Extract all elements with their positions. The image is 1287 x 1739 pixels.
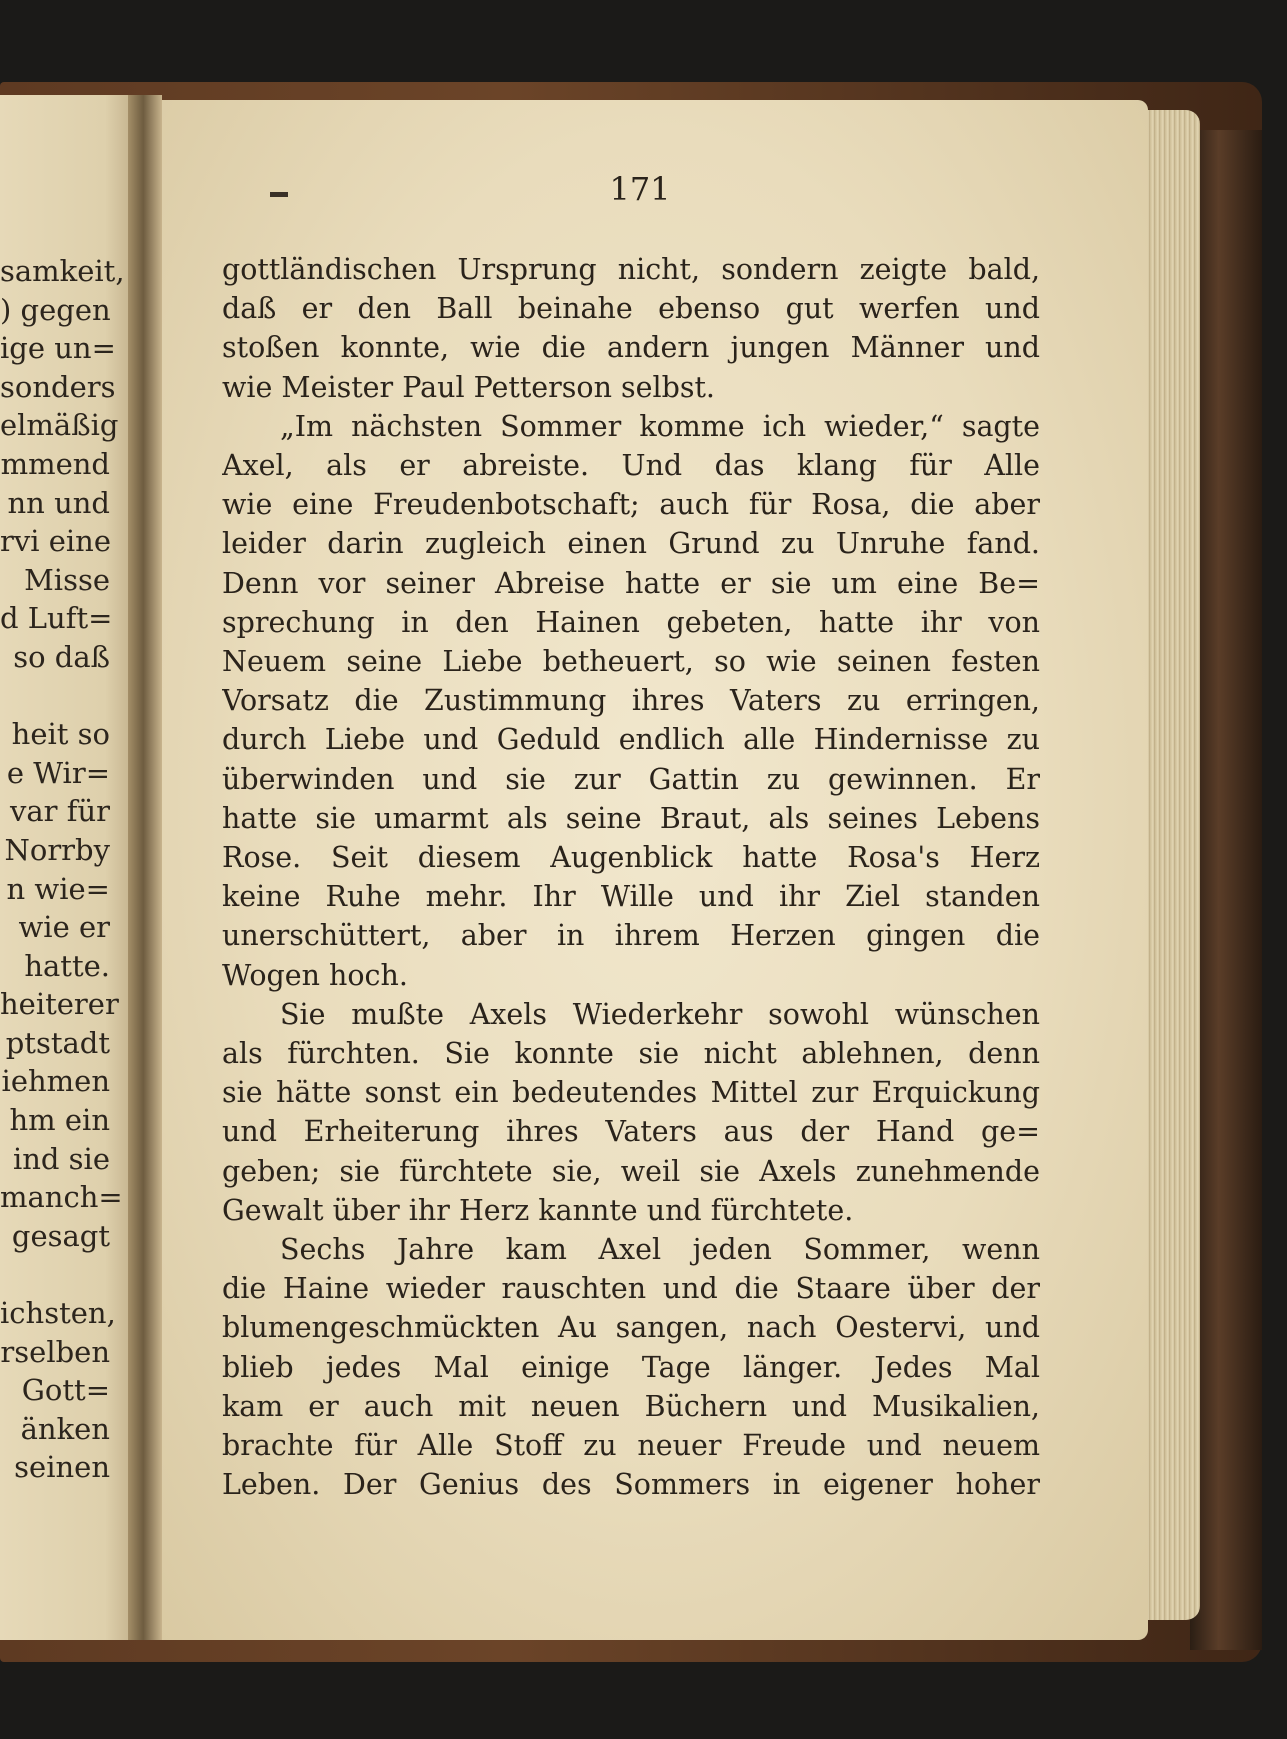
text-line: und Erheiterung ihres Vaters aus der Hand ge= — [222, 1115, 1040, 1149]
text-line: sprechung in den Hainen gebeten, hatte ihr von — [222, 605, 1040, 639]
left-text-fragment: Gott= — [21, 1373, 110, 1408]
left-text-fragment: iehmen — [1, 1064, 110, 1099]
text-line: sie hätte sonst ein bedeutendes Mittel zur Erquickung — [222, 1076, 1040, 1110]
page-header — [270, 170, 1120, 220]
left-text-fragment: änken — [20, 1411, 110, 1446]
left-text-fragment: rselben — [0, 1334, 110, 1369]
text-line: kam er auch mit neuen Büchern und Musikalien, — [222, 1389, 1040, 1423]
left-text-fragment: rvi eine — [0, 524, 112, 559]
left-text-fragment: seinen — [14, 1450, 110, 1485]
text-line: geben; sie fürchtete sie, weil sie Axels zunehmende — [222, 1154, 1040, 1188]
text-line: Denn vor seiner Abreise hatte er sie um eine Be= — [222, 566, 1040, 600]
left-text-fragment: mmend — [0, 446, 110, 481]
left-text-fragment: ind sie — [12, 1141, 110, 1176]
left-text-fragment: ichsten, — [0, 1296, 116, 1331]
book-gutter — [128, 95, 162, 1640]
left-text-fragment: var für — [9, 794, 110, 829]
text-line: unerschüttert, aber in ihrem Herzen gingen die — [222, 919, 1040, 953]
text-line: brachte für Alle Stoff zu neuer Freude und neuem — [222, 1429, 1040, 1463]
left-text-fragment: ptstadt — [5, 1025, 110, 1060]
text-line: Wogen hoch. — [222, 958, 408, 992]
left-text-fragment: wie er — [18, 910, 110, 945]
left-text-fragment: Misse — [24, 562, 110, 597]
left-text-fragment: hm ein — [9, 1103, 110, 1138]
text-line: Sechs Jahre kam Axel jeden Sommer, wenn — [280, 1233, 1040, 1267]
left-text-fragment: nn und — [7, 485, 110, 520]
page-number: 171 — [609, 170, 671, 208]
text-line: Vorsatz die Zustimmung ihres Vaters zu erringen, — [222, 684, 1040, 718]
page-body-text — [222, 250, 1040, 1505]
text-line: als fürchten. Sie konnte sie nicht ablehnen, denn — [222, 1037, 1040, 1071]
text-line: hatte sie umarmt als seine Braut, als seines Lebens — [222, 801, 1040, 835]
text-line: stoßen konnte, wie die andern jungen Männer und — [222, 331, 1040, 365]
text-line: „Im nächsten Sommer komme ich wieder,“ sagte — [280, 409, 1040, 443]
text-line: gottländischen Ursprung nicht, sondern zeigte bald, — [222, 253, 1040, 286]
text-line: wie Meister Paul Petterson selbst. — [222, 370, 715, 404]
left-text-fragment: so daß — [13, 639, 110, 674]
text-line: Neuem seine Liebe betheuert, so wie seinen festen — [222, 645, 1040, 679]
left-text-fragment: d Luft= — [0, 601, 113, 636]
left-text-fragment: heit so — [11, 717, 110, 752]
left-text-fragment: hatte. — [24, 948, 110, 983]
left-text-fragment: sonders — [0, 369, 116, 404]
page-stack-edge — [1140, 110, 1200, 1620]
header-dash — [270, 192, 288, 197]
text-line: durch Liebe und Geduld endlich alle Hindernisse zu — [222, 723, 1040, 757]
left-text-fragment: heiterer — [0, 987, 119, 1022]
text-line: keine Ruhe mehr. Ihr Wille und ihr Ziel standen — [222, 880, 1040, 914]
text-line: leider darin zugleich einen Grund zu Unruhe fand. — [222, 527, 1040, 561]
text-line: Leben. Der Genius des Sommers in eigener hoher — [222, 1468, 1040, 1502]
text-line: Sie mußte Axels Wiederkehr sowohl wünschen — [280, 997, 1040, 1031]
left-text-fragment: Norrby — [4, 832, 110, 867]
text-line: wie eine Freudenbotschaft; auch für Rosa, die aber — [222, 488, 1040, 522]
text-line: Gewalt über ihr Herz kannte und fürchtete. — [222, 1193, 854, 1227]
text-line: daß er den Ball beinahe ebenso gut werfen und — [222, 292, 1040, 326]
left-text-fragment: gesagt — [11, 1218, 110, 1253]
left-text-fragment: ) gegen — [0, 292, 111, 327]
left-page-text-fragments — [0, 252, 128, 1487]
text-line: die Haine wieder rauschten und die Staare über der — [222, 1272, 1040, 1306]
left-text-fragment: ige un= — [0, 331, 116, 366]
left-text-fragment: n wie= — [6, 871, 110, 906]
text-line: Rose. Seit diesem Augenblick hatte Rosa's Herz — [222, 841, 1040, 875]
left-text-fragment: e Wir= — [6, 755, 110, 790]
left-text-fragment: manch= — [0, 1180, 123, 1215]
book-cover-edge — [1190, 130, 1262, 1650]
text-line: blumengeschmückten Au sangen, nach Oestervi, und — [222, 1311, 1040, 1345]
text-line: Axel, als er abreiste. Und das klang für Alle — [222, 449, 1040, 483]
text-line: blieb jedes Mal einige Tage länger. Jedes Mal — [222, 1350, 1040, 1384]
left-text-fragment: elmäßig — [0, 408, 119, 443]
text-line: überwinden und sie zur Gattin zu gewinnen. Er — [222, 762, 1040, 796]
left-text-fragment — [0, 677, 128, 716]
left-text-fragment — [0, 1255, 128, 1294]
left-text-fragment: samkeit, — [0, 254, 125, 288]
